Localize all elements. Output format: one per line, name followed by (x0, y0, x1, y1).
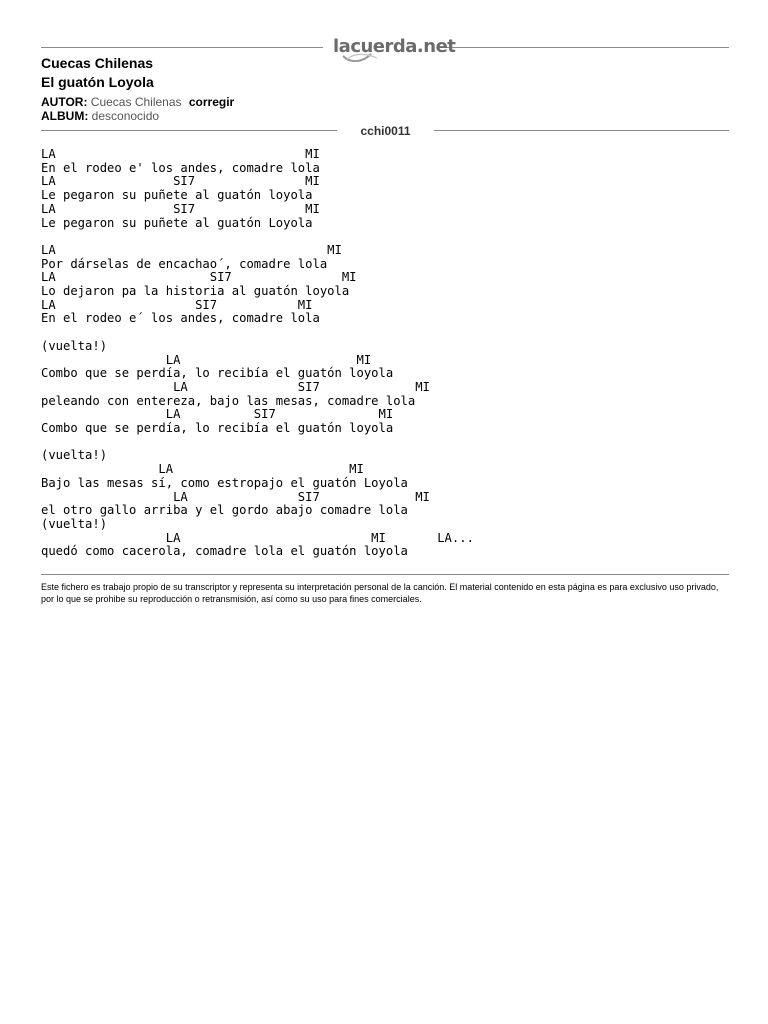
logo-swoosh-icon (341, 50, 381, 62)
author-label: AUTOR: (41, 95, 88, 109)
header-divider-left (41, 47, 323, 48)
song-title: El guatón Loyola (41, 74, 154, 90)
header-divider-right (447, 47, 729, 48)
song-id: cchi0011 (360, 124, 411, 138)
album-line (41, 110, 159, 123)
author-line (41, 96, 234, 109)
correct-link[interactable]: corregir (188, 95, 235, 109)
footer-divider (41, 574, 729, 575)
song-chords-lyrics: LA MI En el rodeo e' los andes, comadre lola LA SI7 MI Le pegaron su puñete al guatón loyola LA SI7 MI Le pegaron su puñete al guatón Loyola LA MI Por dárselas de encachao´, comadre lola LA SI7 MI Lo dejaron pa la historia al guatón loyola LA SI7 MI En el rodeo e´ los andes, comadre lola (vuelta!) LA MI Combo que se perdía, lo recibía el guatón loyola LA SI7 MI peleando con entereza, bajo las mesas, comadre lola LA SI7 MI Combo que se perdía, lo recibía el guatón loyola (vuelta!) LA MI Bajo las mesas sí, como estropajo el guatón Loyola LA SI7 MI el otro gallo arriba y el gordo abajo comadre lola (vuelta!) LA MI LA... quedó como cacerola, comadre lola el guatón loyola (41, 147, 474, 559)
site-logo[interactable] (333, 36, 456, 64)
author-value[interactable]: Cuecas Chilenas (90, 95, 182, 109)
album-value: desconocido (91, 109, 160, 123)
artist-name: Cuecas Chilenas (41, 55, 154, 71)
id-divider-left (41, 130, 337, 131)
album-label: ALBUM: (41, 109, 89, 123)
disclaimer-text: Este fichero es trabajo propio de su transcriptor y representa su interpretación personal de la canción. El material contenido en esta página es para exclusivo uso privado, por lo que se prohibe su reproducción o retransmisión, así como su uso para fines comerciales. (41, 582, 719, 604)
logo-text: lacuerda.net (333, 36, 456, 57)
id-divider-right (434, 130, 729, 131)
